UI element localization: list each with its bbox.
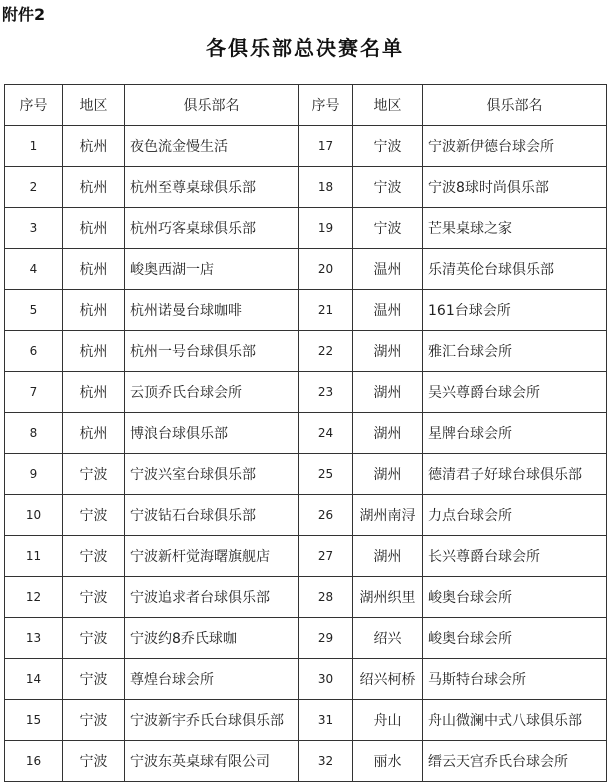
row-number-right: 29 — [299, 618, 353, 659]
row-number-right: 28 — [299, 577, 353, 618]
region-left: 宁波 — [63, 454, 125, 495]
row-number-left: 5 — [5, 290, 63, 331]
table-row — [5, 618, 607, 659]
table-row — [5, 126, 607, 167]
table-row — [5, 249, 607, 290]
row-number-left: 11 — [5, 536, 63, 577]
club-name-right: 马斯特台球会所 — [423, 659, 607, 700]
club-name-left: 宁波新宇乔氏台球俱乐部 — [125, 700, 299, 741]
row-number-left: 8 — [5, 413, 63, 454]
club-name-right: 宁波8球时尚俱乐部 — [423, 167, 607, 208]
region-right: 温州 — [353, 290, 423, 331]
header-club-right: 俱乐部名 — [423, 85, 607, 126]
table-row — [5, 372, 607, 413]
row-number-right: 17 — [299, 126, 353, 167]
club-name-left: 夜色流金慢生活 — [125, 126, 299, 167]
region-left: 宁波 — [63, 536, 125, 577]
club-name-right: 舟山微澜中式八球俱乐部 — [423, 700, 607, 741]
table-row — [5, 331, 607, 372]
row-number-left: 10 — [5, 495, 63, 536]
region-left: 宁波 — [63, 577, 125, 618]
club-name-right: 力点台球会所 — [423, 495, 607, 536]
club-name-right: 长兴尊爵台球会所 — [423, 536, 607, 577]
region-left: 杭州 — [63, 413, 125, 454]
club-name-left: 杭州巧客桌球俱乐部 — [125, 208, 299, 249]
region-left: 宁波 — [63, 700, 125, 741]
club-name-left: 宁波新杆觉海曙旗舰店 — [125, 536, 299, 577]
region-right: 湖州 — [353, 454, 423, 495]
club-name-right: 峻奥台球会所 — [423, 577, 607, 618]
region-left: 杭州 — [63, 167, 125, 208]
region-left: 宁波 — [63, 741, 125, 782]
region-right: 湖州 — [353, 372, 423, 413]
row-number-left: 16 — [5, 741, 63, 782]
row-number-left: 3 — [5, 208, 63, 249]
club-roster-table — [4, 84, 607, 782]
row-number-right: 22 — [299, 331, 353, 372]
region-left: 宁波 — [63, 618, 125, 659]
row-number-right: 18 — [299, 167, 353, 208]
row-number-right: 25 — [299, 454, 353, 495]
header-region-left: 地区 — [63, 85, 125, 126]
club-name-left: 尊煌台球会所 — [125, 659, 299, 700]
club-name-right: 161台球会所 — [423, 290, 607, 331]
header-club-left: 俱乐部名 — [125, 85, 299, 126]
row-number-left: 7 — [5, 372, 63, 413]
club-name-left: 杭州诺曼台球咖啡 — [125, 290, 299, 331]
page-title: 各俱乐部总决赛名单 — [206, 36, 404, 60]
table-row — [5, 741, 607, 782]
region-right: 宁波 — [353, 167, 423, 208]
region-right: 湖州织里 — [353, 577, 423, 618]
club-name-right: 德清君子好球台球俱乐部 — [423, 454, 607, 495]
row-number-right: 21 — [299, 290, 353, 331]
region-right: 湖州 — [353, 413, 423, 454]
row-number-left: 9 — [5, 454, 63, 495]
row-number-left: 1 — [5, 126, 63, 167]
table-header-row — [5, 85, 607, 126]
club-name-right: 芒果桌球之家 — [423, 208, 607, 249]
region-right: 绍兴 — [353, 618, 423, 659]
club-name-right: 缙云天宫乔氏台球会所 — [423, 741, 607, 782]
row-number-left: 15 — [5, 700, 63, 741]
region-right: 湖州 — [353, 331, 423, 372]
club-name-left: 博浪台球俱乐部 — [125, 413, 299, 454]
region-right: 舟山 — [353, 700, 423, 741]
region-right: 丽水 — [353, 741, 423, 782]
row-number-right: 30 — [299, 659, 353, 700]
club-name-left: 宁波兴室台球俱乐部 — [125, 454, 299, 495]
row-number-left: 4 — [5, 249, 63, 290]
row-number-right: 32 — [299, 741, 353, 782]
region-right: 湖州南浔 — [353, 495, 423, 536]
region-right: 绍兴柯桥 — [353, 659, 423, 700]
row-number-right: 27 — [299, 536, 353, 577]
table-row — [5, 577, 607, 618]
row-number-left: 2 — [5, 167, 63, 208]
region-left: 杭州 — [63, 208, 125, 249]
region-left: 杭州 — [63, 126, 125, 167]
table-row — [5, 659, 607, 700]
region-left: 杭州 — [63, 372, 125, 413]
row-number-left: 6 — [5, 331, 63, 372]
row-number-right: 19 — [299, 208, 353, 249]
header-region-right: 地区 — [353, 85, 423, 126]
table-body — [5, 126, 607, 782]
club-name-right: 星牌台球会所 — [423, 413, 607, 454]
region-right: 宁波 — [353, 208, 423, 249]
region-right: 湖州 — [353, 536, 423, 577]
header-number-left: 序号 — [5, 85, 63, 126]
club-name-right: 吴兴尊爵台球会所 — [423, 372, 607, 413]
club-name-left: 宁波东英桌球有限公司 — [125, 741, 299, 782]
club-name-right: 雅汇台球会所 — [423, 331, 607, 372]
table-row — [5, 413, 607, 454]
table-row — [5, 208, 607, 249]
club-name-left: 杭州一号台球俱乐部 — [125, 331, 299, 372]
region-left: 宁波 — [63, 659, 125, 700]
club-name-left: 宁波约8乔氏球咖 — [125, 618, 299, 659]
club-name-left: 宁波追求者台球俱乐部 — [125, 577, 299, 618]
region-left: 杭州 — [63, 331, 125, 372]
region-right: 宁波 — [353, 126, 423, 167]
table-row — [5, 495, 607, 536]
row-number-right: 23 — [299, 372, 353, 413]
table-row — [5, 536, 607, 577]
club-name-left: 杭州至尊桌球俱乐部 — [125, 167, 299, 208]
row-number-right: 24 — [299, 413, 353, 454]
table-row — [5, 700, 607, 741]
row-number-right: 31 — [299, 700, 353, 741]
region-left: 杭州 — [63, 249, 125, 290]
club-name-right: 乐清英伦台球俱乐部 — [423, 249, 607, 290]
club-name-left: 峻奥西湖一店 — [125, 249, 299, 290]
row-number-left: 13 — [5, 618, 63, 659]
table-row — [5, 167, 607, 208]
region-right: 温州 — [353, 249, 423, 290]
row-number-left: 12 — [5, 577, 63, 618]
row-number-right: 26 — [299, 495, 353, 536]
row-number-right: 20 — [299, 249, 353, 290]
table-row — [5, 290, 607, 331]
attachment-label: 附件2 — [2, 5, 46, 24]
row-number-left: 14 — [5, 659, 63, 700]
region-left: 杭州 — [63, 290, 125, 331]
club-name-left: 云顶乔氏台球会所 — [125, 372, 299, 413]
club-name-left: 宁波钻石台球俱乐部 — [125, 495, 299, 536]
table-row — [5, 454, 607, 495]
club-name-right: 峻奥台球会所 — [423, 618, 607, 659]
club-name-right: 宁波新伊德台球会所 — [423, 126, 607, 167]
header-number-right: 序号 — [299, 85, 353, 126]
region-left: 宁波 — [63, 495, 125, 536]
